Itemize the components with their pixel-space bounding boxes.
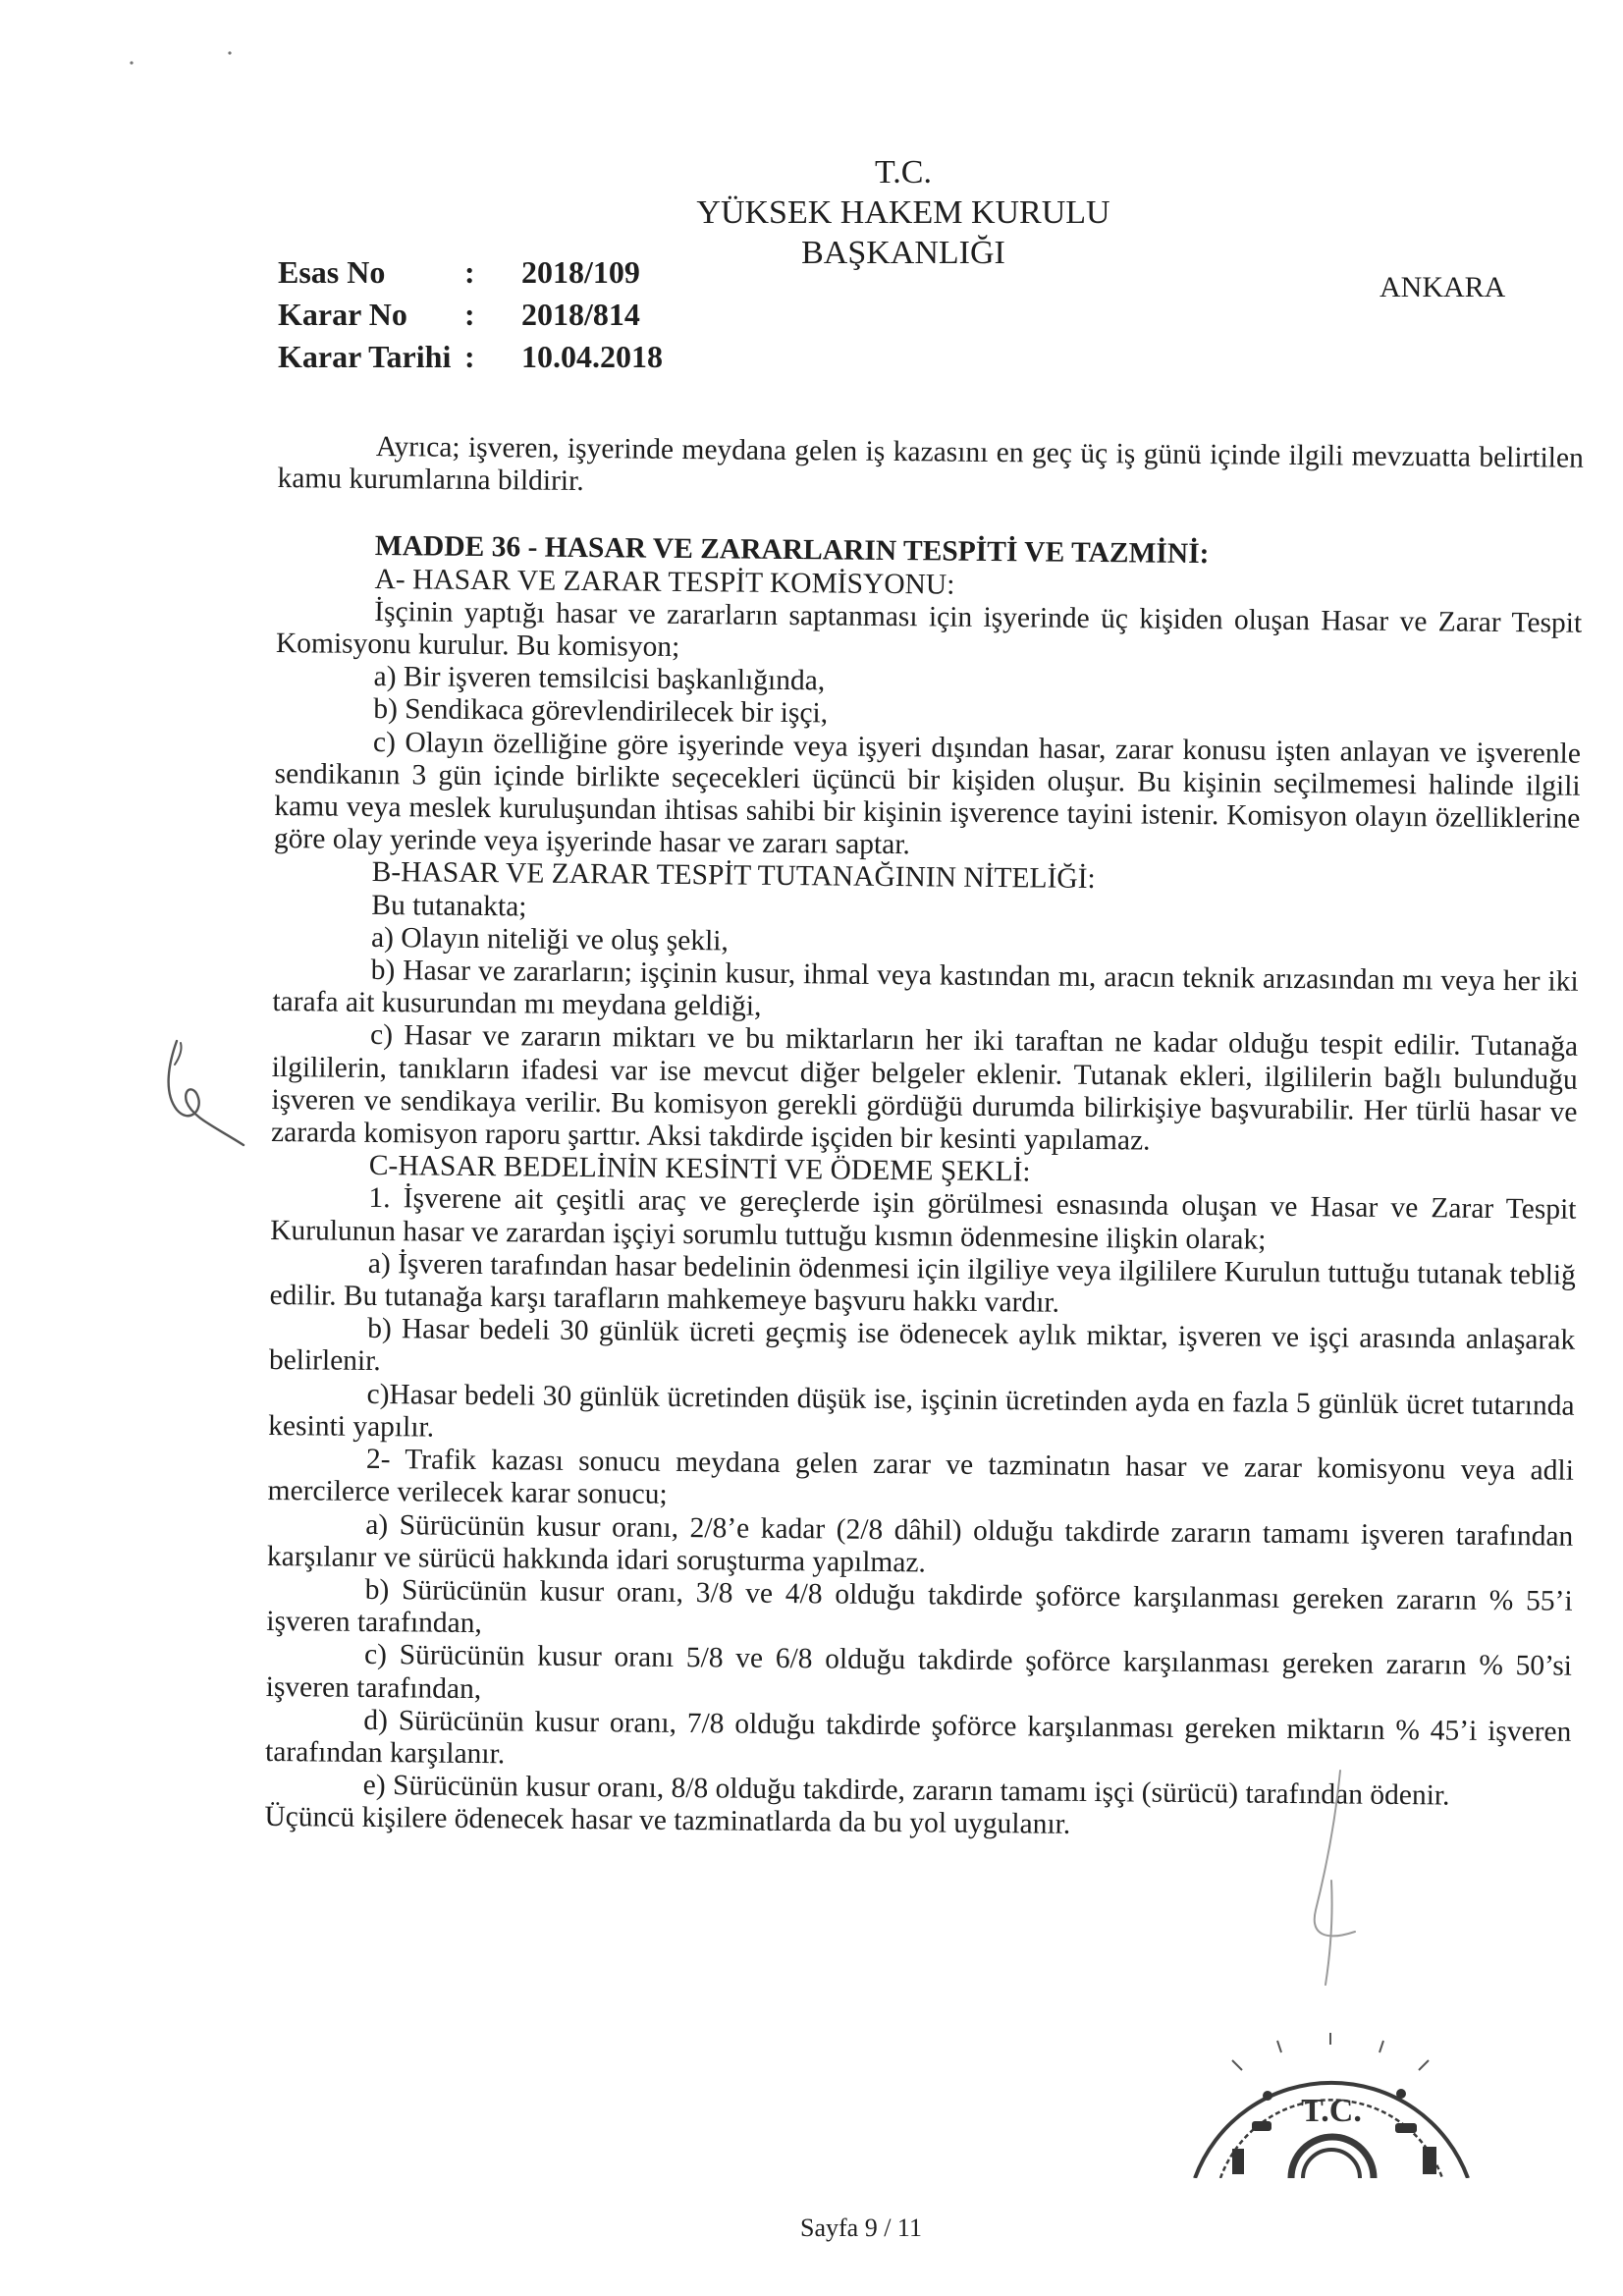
- case-meta: [278, 251, 663, 378]
- stamp-emblem-text: T.C.: [1301, 2093, 1362, 2129]
- section-b-item-b: b) Hasar ve zararların; işçinin kusur, ihmal veya kastından mı, aracın teknik arızasından mı veya her iki tarafa ait kusurundan mı meydana geldiği,: [272, 954, 1579, 1023]
- section-a-item-a: a) Bir işveren temsilcisi başkanlığında,: [373, 661, 826, 697]
- meta-label: Esas No: [278, 254, 386, 290]
- section-c-item-a: a) İşveren tarafından hasar bedelinin ödenmesi için ilgiliye veya ilgililere Kurulun tuttuğu tutanak tebliğ edilir. Bu tutanağa karşı tarafların mahkemeye başvuru hakkı vardır.: [269, 1247, 1576, 1319]
- handwritten-initial-mark: [159, 1033, 252, 1151]
- section-c-item-e2: e) Sürücünün kusur oranı, 8/8 olduğu takdirde, zararın tamamı işçi (sürücü) tarafından ödenir.: [362, 1770, 1450, 1812]
- letterhead-board: YÜKSEK HAKEM KURULU: [696, 194, 1110, 231]
- letterhead-tc: T.C.: [875, 154, 932, 191]
- intro-paragraph: Ayrıca; işveren, işyerinde meydana gelen iş kazasını en geç üç iş günü içinde ilgili mevzuatta belirtilen kamu kurumlarına bildirir.: [277, 430, 1584, 498]
- meta-row-tarih: [278, 336, 663, 378]
- meta-sep: :: [464, 297, 475, 332]
- section-a-paragraph: İşçinin yaptığı hasar ve zararların saptanması için işyerinde üç kişiden oluşan Hasar ve Zarar Tespit Komisyonu kurulur. Bu komisyon;: [275, 595, 1583, 663]
- document-body: [264, 430, 1584, 1846]
- meta-label: Karar No: [278, 297, 407, 332]
- meta-row-esas: [278, 251, 663, 294]
- section-a-item-b: b) Sendikaca görevlendirilecek bir işçi,: [373, 693, 829, 730]
- section-c-title: C-HASAR BEDELİNİN KESİNTİ VE ÖDEME ŞEKLİ:: [368, 1150, 1031, 1188]
- page-number: Sayfa 9 / 11: [800, 2214, 922, 2242]
- pen-signature-stroke: [1286, 1763, 1375, 1989]
- meta-value: 2018/109: [521, 254, 640, 290]
- article-heading: MADDE 36 - HASAR VE ZARARLARIN TESPİTİ VE TAZMİNİ:: [374, 530, 1210, 571]
- section-c-item-b: b) Hasar bedeli 30 günlük ücreti geçmiş ise ödenecek aylık miktar, işveren ve işçi arasında anlaşarak belirlenir.: [268, 1313, 1576, 1378]
- section-c-item-b2: b) Sürücünün kusur oranı, 3/8 ve 4/8 olduğu takdirde şoförce karşılanması gereken zararın % 55’i işveren tarafından,: [266, 1573, 1573, 1640]
- section-a-title: A- HASAR VE ZARAR TESPİT KOMİSYONU:: [374, 563, 955, 601]
- section-c-item-d2: d) Sürücünün kusur oranı, 7/8 olduğu takdirde şoförce karşılanması gereken miktarın % 45’i işveren tarafından karşılanır.: [264, 1704, 1572, 1771]
- meta-value: 10.04.2018: [521, 339, 663, 374]
- meta-value: 2018/814: [521, 297, 640, 332]
- letterhead-city: ANKARA: [1380, 271, 1506, 303]
- official-stamp: [1173, 2031, 1488, 2178]
- meta-label: Karar Tarihi: [278, 339, 452, 374]
- letterhead-presidency: BAŞKANLIĞI: [801, 235, 1005, 271]
- section-c-closing: Üçüncü kişilere ödenecek hasar ve tazminatlarda da bu yol uygulanır.: [264, 1801, 1071, 1841]
- section-c-paragraph-1: 1. İşverene ait çeşitli araç ve gereçlerde işin görülmesi esnasında oluşan ve Hasar ve Zarar Tespit Kurulunun hasar ve zarardan işçiyi sorumlu tuttuğu kısmın ödenmesine ilişkin olarak;: [270, 1182, 1577, 1256]
- section-b-item-c: c) Hasar ve zararın miktarı ve bu miktarların her iki taraftan ne kadar olduğu tespit edilir. Tutanağa ilgililerin, tanıkların ifadesi var ise mevcut diğer belgeler eklenir. Tutanak ekleri, ilgililerin bağlı bulunduğu işveren ve sendikaya verilir. Bu komisyon gerekli gördüğü durumda bilirkişiye başvurabilir. Her türlü hasar ve zararda komisyon raporu şarttır. Aksi takdirde işçiden bir kesinti yapılamaz.: [270, 1019, 1579, 1157]
- section-c-item-c: c)Hasar bedeli 30 günlük ücretinden düşük ise, işçinin ücretinden ayda en fazla 5 günlük ücret tutarında kesinti yapılır.: [268, 1378, 1575, 1444]
- section-b-lead: Bu tutanakta;: [371, 889, 527, 923]
- section-c-item-c2: c) Sürücünün kusur oranı 5/8 ve 6/8 olduğu takdirde şoförce karşılanması gereken zararın % 50’si işveren tarafından,: [265, 1639, 1573, 1705]
- meta-sep: :: [464, 339, 475, 374]
- section-b-title: B-HASAR VE ZARAR TESPİT TUTANAĞININ NİTELİĞİ:: [371, 856, 1096, 896]
- section-c-paragraph-2: 2- Trafik kazası sonucu meydana gelen zarar ve tazminatın hasar ve zarar komisyonu veya adli mercilerce verilecek karar sonucu;: [267, 1444, 1575, 1511]
- section-b-item-a: a) Olayın niteliği ve oluş şekli,: [370, 921, 729, 957]
- scan-specks: [0, 0, 295, 98]
- meta-row-karar: [278, 294, 663, 336]
- letterhead: [687, 152, 1119, 273]
- meta-sep: :: [464, 254, 475, 290]
- section-c-item-a2: a) Sürücünün kusur oranı, 2/8’e kadar (2/8 dâhil) olduğu takdirde zararın tamamı işveren tarafından karşılanır ve sürücü hakkında idari soruşturma yapılmaz.: [266, 1508, 1574, 1579]
- section-a-item-c: c) Olayın özelliğine göre işyerinde veya işyeri dışından hasar, zarar konusu işten anlayan ve işverenle sendikanın 3 gün içinde birlikte seçecekleri üçüncü bir kişiden oluşur. Bu kişinin seçilmemesi halinde ilgili kamu veya meslek kuruluşundan ihtisas sahibi bir kişinin işverence tayini istenir. Komisyon olayın özelliklerine göre olay yerinde veya işyerinde hasar ve zararı saptar.: [273, 726, 1582, 861]
